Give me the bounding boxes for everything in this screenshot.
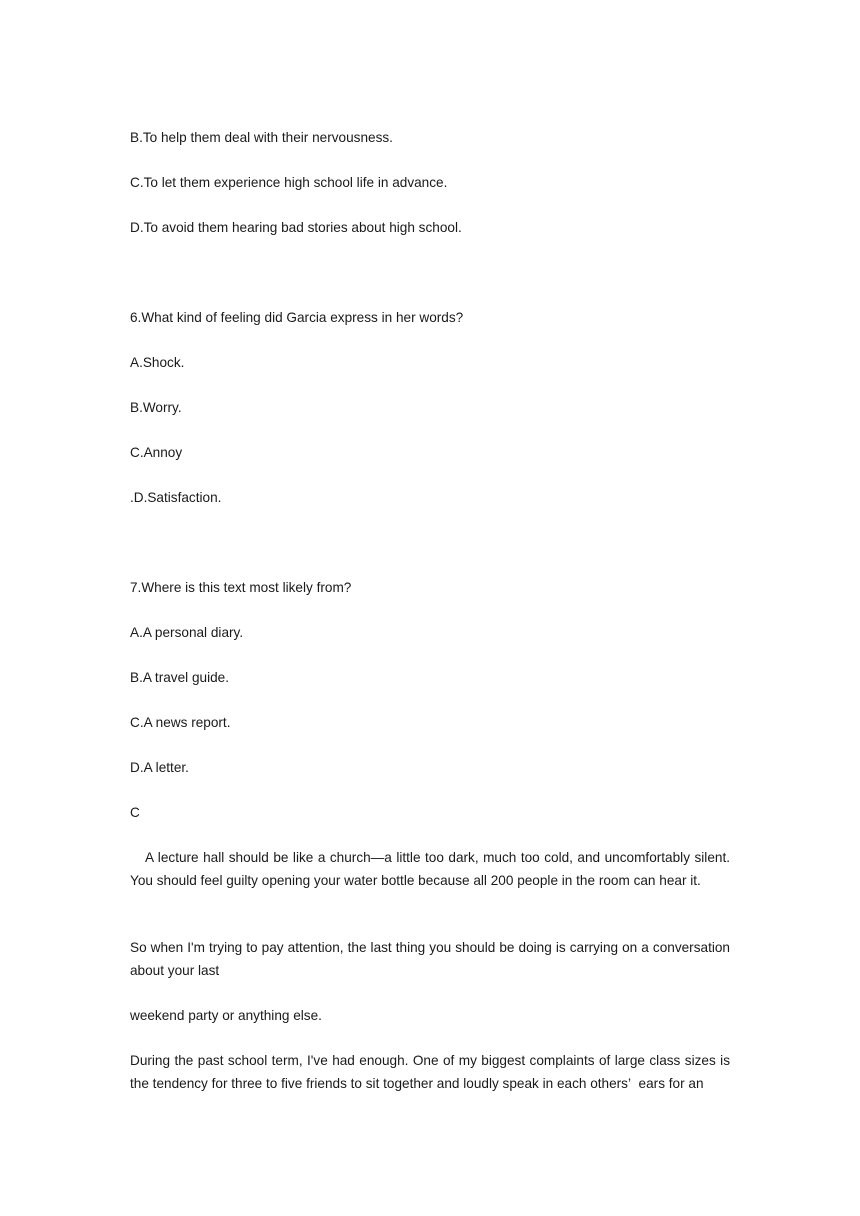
section-label: C: [130, 805, 140, 820]
document-page: [130, 0, 730, 1216]
q6-option-d: .D.Satisfaction.: [130, 490, 222, 505]
q6-question: 6.What kind of feeling did Garcia express in her words?: [130, 310, 464, 325]
q7-option-d: D.A letter.: [130, 760, 189, 775]
q7-option-c: C.A news report.: [130, 715, 231, 730]
q6-option-b: B.Worry.: [130, 400, 182, 415]
passage-paragraph-3: weekend party or anything else.: [130, 1008, 322, 1023]
q7-question: 7.Where is this text most likely from?: [130, 580, 352, 595]
q6-option-a: A.Shock.: [130, 355, 185, 370]
q7-option-b: B.A travel guide.: [130, 670, 229, 685]
passage-paragraph-4: During the past school term, I've had enough. One of my biggest complaints of large class sizes is the tendency for three to five friends to sit together and loudly speak in each others’ ears for an: [130, 1053, 730, 1091]
q6-option-c: C.Annoy: [130, 445, 183, 460]
q5-option-b: B.To help them deal with their nervousness.: [130, 130, 393, 145]
q5-option-d: D.To avoid them hearing bad stories about high school.: [130, 220, 462, 235]
q5-option-c: C.To let them experience high school life in advance.: [130, 175, 448, 190]
passage-paragraph-2: So when I'm trying to pay attention, the last thing you should be doing is carrying on a conversation about your last: [130, 940, 730, 978]
passage-paragraph-1: A lecture hall should be like a church—a little too dark, much too cold, and uncomfortably silent. You should feel guilty opening your water bottle because all 200 people in the room can hear it.: [130, 850, 730, 888]
q7-option-a: A.A personal diary.: [130, 625, 244, 640]
